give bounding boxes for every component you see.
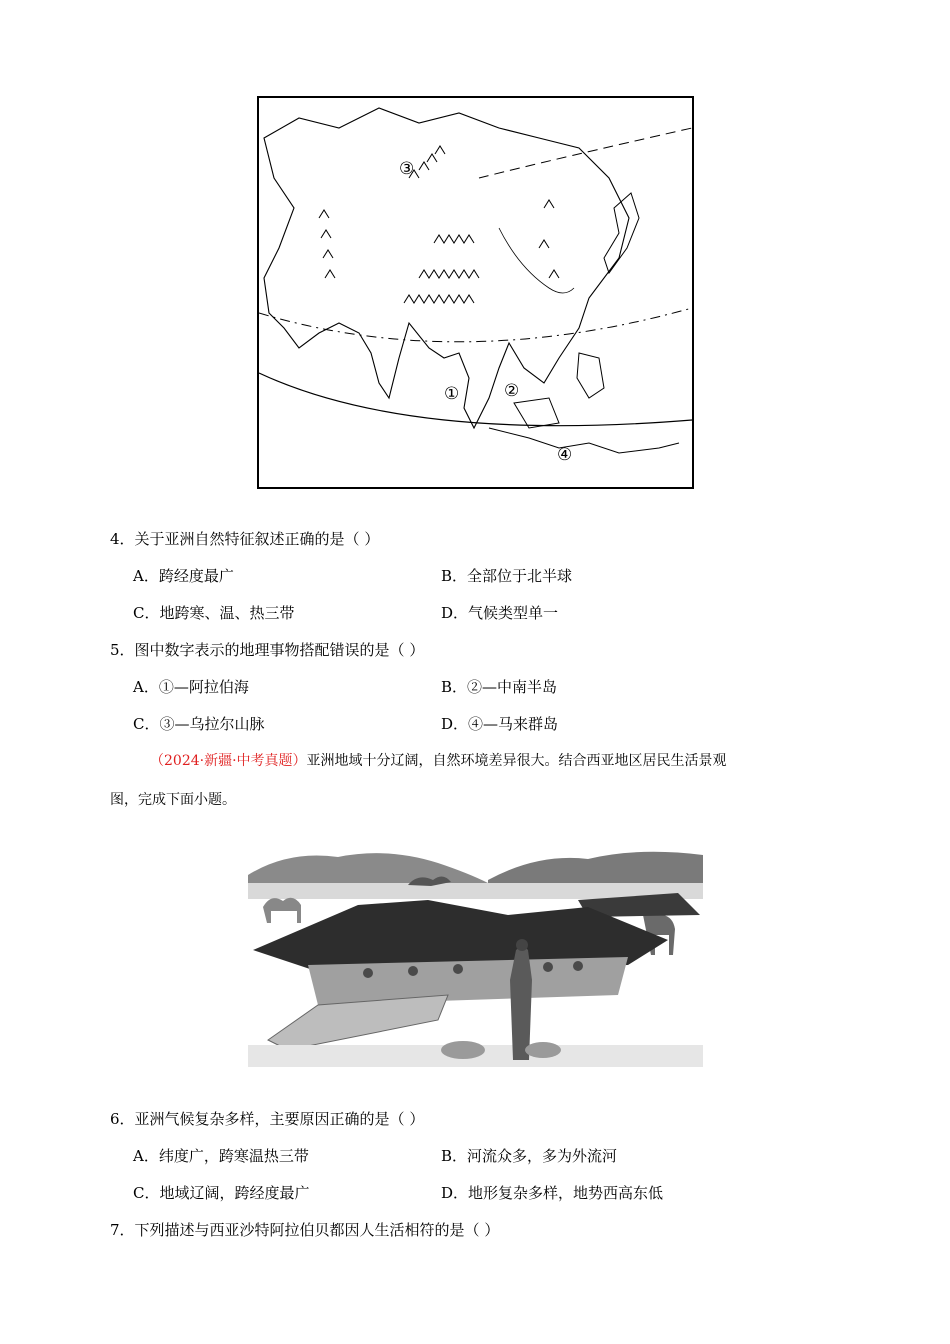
option-text: 地跨寒、温、热三带	[159, 604, 295, 622]
river-line	[499, 228, 574, 293]
question-number: 6．	[110, 1110, 135, 1128]
intro-text: 亚洲地域十分辽阔，自然环境差异很大。结合西亚地区居民生活景观	[306, 753, 727, 769]
person-head	[363, 968, 373, 978]
standing-bedouin-man	[510, 947, 532, 1060]
tent-scene-drawing	[248, 845, 703, 1067]
q4-option-b[interactable]	[441, 566, 572, 586]
eastern-mountains	[539, 200, 559, 278]
person-head	[453, 964, 463, 974]
q6-option-a[interactable]	[133, 1146, 309, 1166]
option-text: 地形复杂多样，地势西高东低	[468, 1184, 664, 1202]
arctic-circle-line	[479, 128, 692, 178]
intro-text-continued: 图，完成下面小题。	[110, 792, 236, 808]
option-text: ④—马来群岛	[468, 715, 559, 733]
q4-option-c[interactable]	[133, 603, 295, 623]
western-mountains	[319, 210, 335, 278]
himalaya-mountains	[404, 295, 474, 303]
option-text: ②—中南半岛	[467, 678, 558, 696]
option-letter: C．	[133, 1184, 160, 1202]
intro-line-1	[150, 751, 850, 771]
person-head	[543, 962, 553, 972]
bedouin-tent-illustration	[248, 845, 703, 1067]
option-letter: B．	[441, 1147, 468, 1165]
japan-islands	[604, 193, 639, 273]
left-mountains	[248, 853, 488, 885]
option-letter: B．	[441, 678, 468, 696]
option-text: ③—乌拉尔山脉	[159, 715, 265, 733]
q5-option-b[interactable]	[441, 677, 557, 697]
option-letter: A．	[133, 567, 159, 585]
marker-4: ④	[557, 445, 573, 465]
option-text: ①—阿拉伯海	[158, 678, 249, 696]
question-stem: 下列描述与西亚沙特阿拉伯贝都因人生活相符的是（ ）	[134, 1221, 500, 1239]
option-text: 跨经度最广	[158, 567, 234, 585]
question-5	[110, 640, 424, 660]
option-letter: D．	[441, 604, 469, 622]
option-text: 河流众多，多为外流河	[467, 1147, 618, 1165]
q5-option-d[interactable]	[441, 714, 558, 734]
question-7	[110, 1220, 499, 1240]
option-text: 地域辽阔，跨经度最广	[159, 1184, 310, 1202]
question-4	[110, 529, 379, 549]
right-mountains	[488, 852, 703, 887]
tianshan-mountains	[434, 235, 474, 243]
option-letter: C．	[133, 604, 160, 622]
q5-option-c[interactable]	[133, 714, 265, 734]
question-number: 4．	[110, 530, 135, 548]
option-letter: D．	[441, 1184, 469, 1202]
map-boundary-arc	[259, 373, 692, 426]
option-letter: A．	[133, 678, 159, 696]
camels-left	[263, 898, 301, 923]
q4-option-d[interactable]	[441, 603, 558, 623]
marker-1: ①	[444, 384, 460, 404]
man-head	[516, 939, 528, 951]
option-text: 全部位于北半球	[467, 567, 573, 585]
intro-line-2	[110, 790, 236, 810]
question-stem: 亚洲气候复杂多样，主要原因正确的是（ ）	[134, 1110, 425, 1128]
q6-option-d[interactable]	[441, 1183, 663, 1203]
question-stem: 图中数字表示的地理事物搭配错误的是（ ）	[134, 641, 425, 659]
q5-option-a[interactable]	[133, 677, 249, 697]
kunlun-mountains	[419, 270, 479, 278]
supply-sack	[441, 1041, 485, 1059]
question-6	[110, 1109, 424, 1129]
tropic-line	[259, 308, 692, 342]
q4-option-a[interactable]	[133, 566, 234, 586]
option-letter: A．	[133, 1147, 159, 1165]
q6-option-b[interactable]	[441, 1146, 617, 1166]
question-stem: 关于亚洲自然特征叙述正确的是（ ）	[134, 530, 380, 548]
asia-map	[257, 96, 694, 489]
ural-mountains	[409, 146, 445, 178]
supply-sack	[525, 1042, 561, 1058]
question-number: 7．	[110, 1221, 135, 1239]
mountain-symbols	[319, 146, 559, 303]
question-number: 5．	[110, 641, 135, 659]
option-letter: C．	[133, 715, 160, 733]
asia-map-drawing	[259, 98, 692, 487]
source-tag: （2024·新疆·中考真题）	[150, 753, 307, 769]
marker-3: ③	[399, 159, 415, 179]
borneo-island	[514, 398, 559, 428]
q6-option-c[interactable]	[133, 1183, 310, 1203]
option-letter: D．	[441, 715, 469, 733]
option-text: 气候类型单一	[468, 604, 559, 622]
person-head	[573, 961, 583, 971]
woven-rug	[268, 995, 448, 1050]
option-text: 纬度广，跨寒温热三带	[158, 1147, 309, 1165]
philippine-islands	[577, 353, 604, 398]
option-letter: B．	[441, 567, 468, 585]
marker-2: ②	[504, 381, 520, 401]
asia-outline	[264, 108, 629, 428]
malay-islands	[489, 428, 679, 453]
person-head	[408, 966, 418, 976]
